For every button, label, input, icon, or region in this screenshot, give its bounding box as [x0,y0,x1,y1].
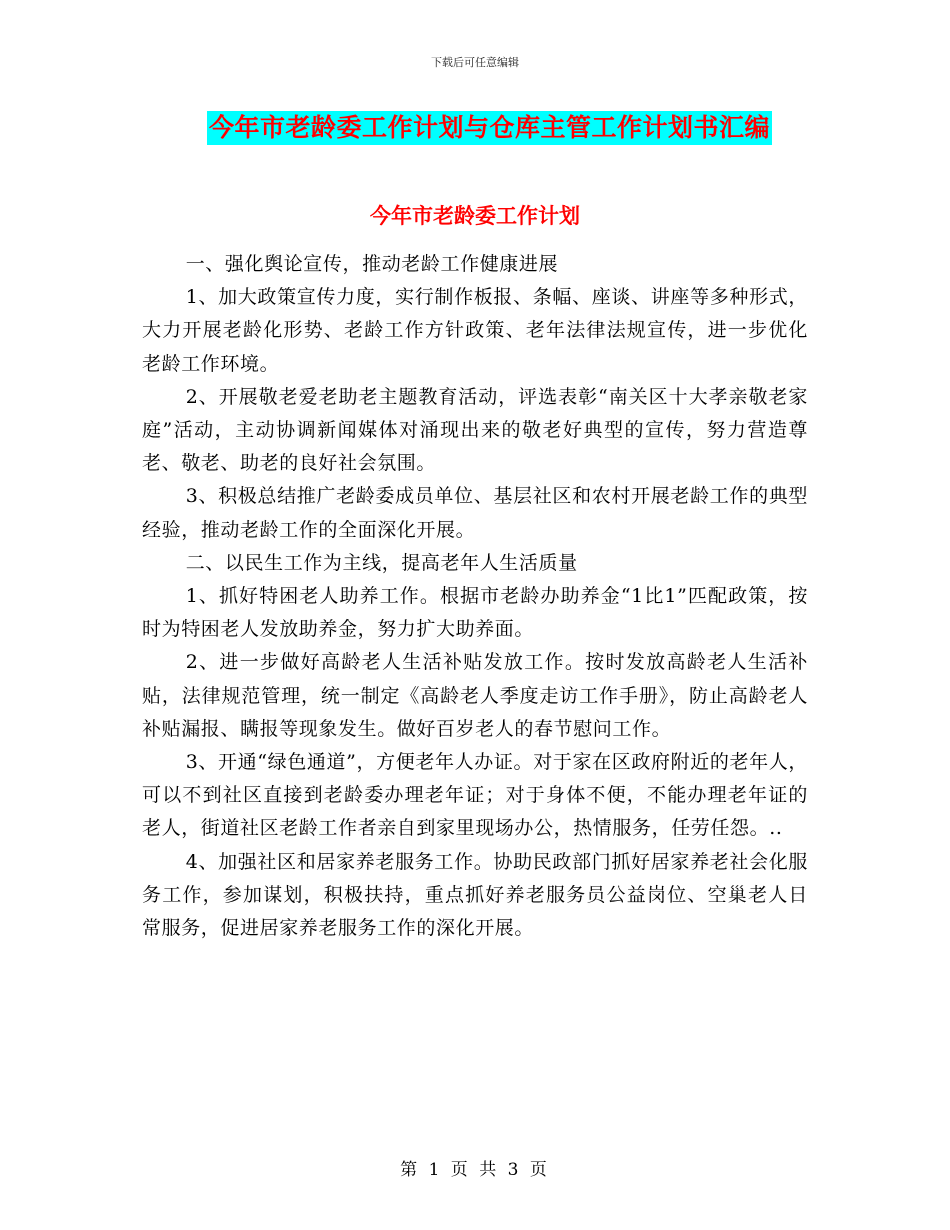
paragraph: 2、进一步做好高龄老人生活补贴发放工作。按时发放高龄老人生活补贴，法律规范管理，统一制定《高龄老人季度走访工作手册》，防止高龄老人补贴漏报、瞒报等现象发生。做好百岁老人的春节慰问工作。 [142,651,808,740]
paragraph: 二、以民生工作为主线，提高老年人生活质量 [185,551,578,574]
paragraph: 1、抓好特困老人助养工作。根据市老龄办助养金“1比1”匹配政策，按时为特困老人发放助养金，努力扩大助养面。 [142,585,808,641]
document-title: 今年市老龄委工作计划与仓库主管工作计划书汇编 [207,111,772,145]
paragraph: 一、强化舆论宣传，推动老龄工作健康进展 [185,253,559,275]
header-note: 下载后可任意编辑 [431,56,519,69]
paragraph: 3、积极总结推广老龄委成员单位、基层社区和农村开展老龄工作的典型经验，推动老龄工作的全面深化开展。 [142,485,808,541]
paragraph: 3、开通“绿色通道”，方便老年人办证。对于家在区政府附近的老年人，可以不到社区直接到老龄委办理老年证；对于身体不便，不能办理老年证的老人，街道社区老龄工作者亲自到家里现场办公，热情服务，任劳任怨。.. [142,751,808,840]
page-number: 第 1 页 共 3 页 [400,1160,550,1180]
paragraph: 1、加大政策宣传力度，实行制作板报、条幅、座谈、讲座等多种形式，大力开展老龄化形势、老龄工作方针政策、老年法律法规宣传，进一步优化老龄工作环境。 [142,286,808,375]
paragraph: 2、开展敬老爱老助老主题教育活动，评选表彰“南关区十大孝亲敬老家庭”活动，主动协调新闻媒体对涌现出来的敬老好典型的宣传，努力营造尊老、敬老、助老的良好社会氛围。 [142,385,808,475]
section-title: 今年市老龄委工作计划 [370,203,580,228]
document-body [142,248,808,945]
paragraph: 4、加强社区和居家养老服务工作。协助民政部门抓好居家养老社会化服务工作，参加谋划，积极扶持，重点抓好养老服务员公益岗位、空巢老人日常服务，促进居家养老服务工作的深化开展。 [142,850,808,940]
